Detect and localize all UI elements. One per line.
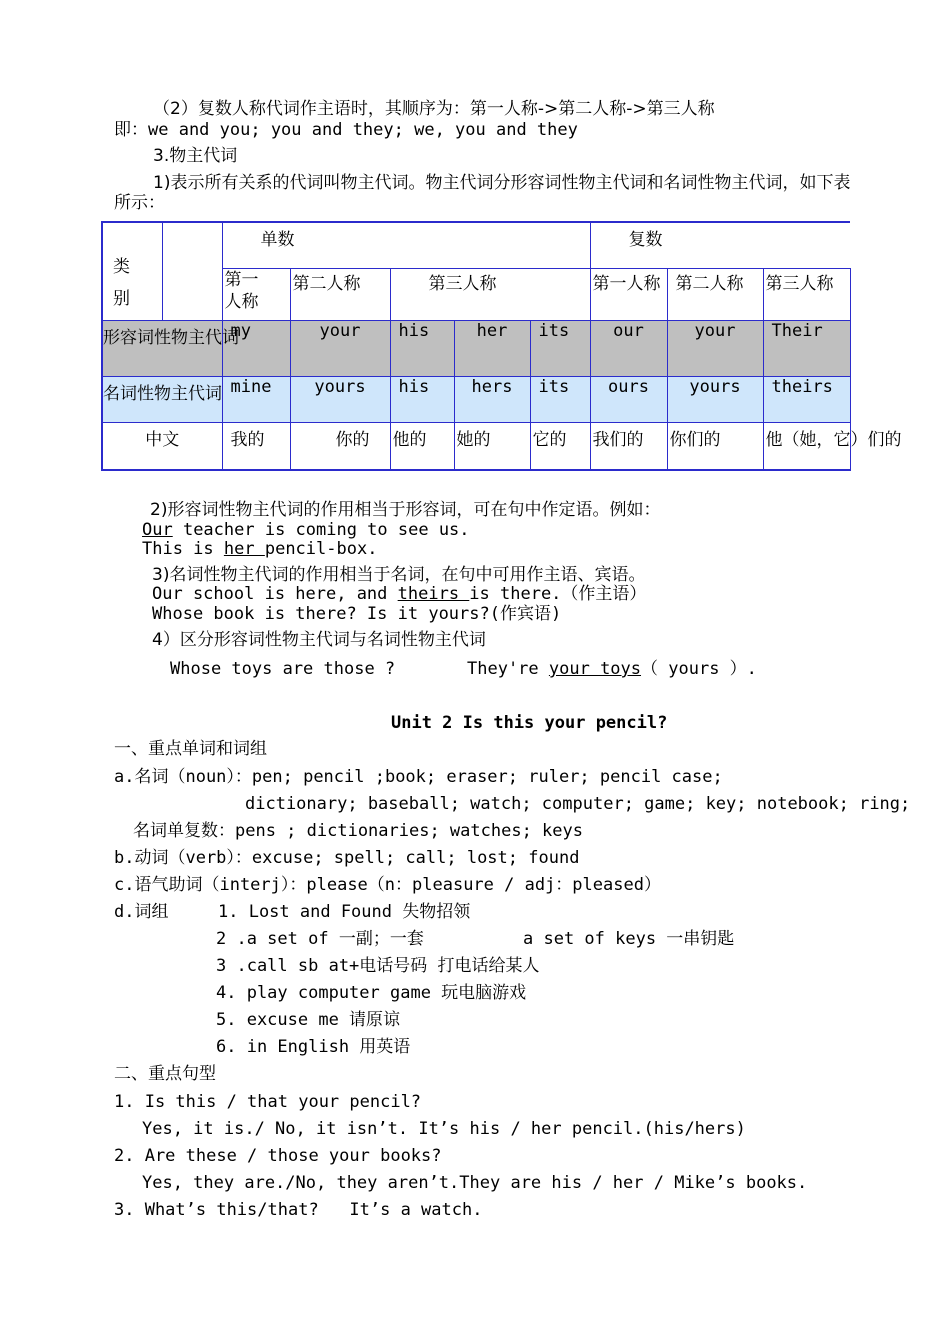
cn-cell: 我们的 xyxy=(590,422,667,470)
adj-cell: our xyxy=(590,320,667,376)
noun-cell: yours xyxy=(290,376,390,422)
category-char: 别 xyxy=(113,289,130,309)
underlined-word: her xyxy=(223,539,265,559)
blank-header xyxy=(162,222,222,320)
person-label: 人称 xyxy=(224,291,259,312)
example-text: （ yours ）. xyxy=(641,659,757,679)
cn-row-label: 中文 xyxy=(102,422,222,470)
section-heading: 二、重点句型 xyxy=(114,1064,216,1084)
underlined-word: Our xyxy=(142,520,173,540)
adj-cell: your xyxy=(667,320,763,376)
intro-line: 所示： xyxy=(114,193,165,213)
adj-cell: my xyxy=(222,320,290,376)
example-text: They're xyxy=(467,659,549,679)
example-text: Our school is here, and xyxy=(152,584,398,604)
adj-cell: its xyxy=(530,320,590,376)
intro-line: 1)表示所有关系的代词叫物主代词。物主代词分形容词性物主代词和名词性物主代词，如下表 xyxy=(153,173,851,193)
cn-cell: 他（她，它）们的 xyxy=(763,422,850,470)
person-1p-header: 第一人称 xyxy=(590,268,667,320)
phrase-item: 5. excuse me 请原谅 xyxy=(216,1010,401,1030)
person-1-header xyxy=(222,268,290,320)
cn-cell: 你们的 xyxy=(667,422,763,470)
example-line: Whose toys are those ? xyxy=(170,659,396,679)
example-text: is there.（作主语） xyxy=(469,584,647,604)
note-p4: 4）区分形容词性物主代词与名词性物主代词 xyxy=(152,630,486,650)
noun-cell: hers xyxy=(454,376,530,422)
section-heading: 一、重点单词和词组 xyxy=(114,739,267,759)
adj-cell: Their xyxy=(763,320,850,376)
cn-cell: 你的 xyxy=(290,422,390,470)
sentence-pattern: 2. Are these / those your books? xyxy=(114,1146,442,1166)
cn-cell: 她的 xyxy=(454,422,530,470)
vocab-line: dictionary; baseball; watch; computer; game; key; notebook; ring; xyxy=(245,794,911,814)
section-heading: 3.物主代词 xyxy=(153,146,238,166)
person-2p-header: 第二人称 xyxy=(667,268,763,320)
adj-row-label xyxy=(102,320,239,376)
person-label: 第一 xyxy=(224,269,259,290)
singular-header: 单数 xyxy=(222,222,590,268)
person-3p-header: 第三人称 xyxy=(763,268,850,320)
category-char: 类 xyxy=(113,257,130,277)
vocab-line: b.动词（verb）：excuse; spell; call; lost; found xyxy=(114,848,580,868)
example-text: pencil-box. xyxy=(264,539,378,559)
underlined-word: your toys xyxy=(548,659,642,679)
vocab-line: 名词单复数：pens ; dictionaries; watches; keys xyxy=(133,821,583,841)
example-text: This is xyxy=(142,539,224,559)
phrase-item: 1. Lost and Found 失物招领 xyxy=(218,902,471,922)
adj-cell: his xyxy=(390,320,454,376)
phrase-item: 3 .call sb at+电话号码 打电话给某人 xyxy=(216,956,540,976)
row-label: 名词性物主代词 xyxy=(103,383,222,404)
sentence-answer: Yes, it is./ No, it isn’t. It’s his / her pencil.(his/hers) xyxy=(142,1119,746,1139)
phrase-item: 2 .a set of 一副；一套 xyxy=(216,929,424,949)
noun-row-label xyxy=(102,376,222,422)
cn-cell: 他的 xyxy=(390,422,454,470)
example-line xyxy=(467,659,757,679)
noun-cell: theirs xyxy=(763,376,850,422)
example-text: teacher is coming to see us. xyxy=(172,520,470,540)
vocab-line: c.语气助词（interj）：please（n：pleasure / adj：pleased） xyxy=(114,875,661,895)
note-p3: 3)名词性物主代词的作用相当于名词，在句中可用作主语、宾语。 xyxy=(152,565,646,585)
phrase-item: a set of keys 一串钥匙 xyxy=(523,929,735,949)
noun-cell: mine xyxy=(222,376,290,422)
sentence-answer: Yes, they are./No, they aren’t.They are his / her / Mike’s books. xyxy=(142,1173,808,1193)
adj-cell: her xyxy=(454,320,530,376)
note-p2: 2)形容词性物主代词的作用相当于形容词，可在句中作定语。例如： xyxy=(150,500,661,520)
vocab-line: a.名词（noun）：pen; pencil ;book; eraser; ruler; pencil case; xyxy=(114,767,723,787)
cn-cell: 它的 xyxy=(530,422,590,470)
person-3-header: 第三人称 xyxy=(390,268,590,320)
row-label: 形容词性物主代词 xyxy=(103,327,239,348)
possessive-pronoun-table xyxy=(101,221,902,471)
phrase-label: d.词组 xyxy=(114,902,169,922)
noun-cell: ours xyxy=(590,376,667,422)
category-header xyxy=(102,222,162,320)
example-line: Whose book is there? Is it yours?(作宾语) xyxy=(152,604,562,624)
noun-cell: his xyxy=(390,376,454,422)
person-2-header: 第二人称 xyxy=(290,268,390,320)
unit-title: Unit 2 Is this your pencil? xyxy=(391,713,668,733)
example-line xyxy=(142,539,377,559)
noun-cell: yours xyxy=(667,376,763,422)
sentence-pattern: 1. Is this / that your pencil? xyxy=(114,1092,422,1112)
example-line xyxy=(142,520,470,540)
underlined-word: theirs xyxy=(397,584,470,604)
adj-cell: your xyxy=(290,320,390,376)
intro-line: 即：we and you; you and they; we, you and they xyxy=(114,120,578,140)
cn-cell: 我的 xyxy=(222,422,290,470)
phrase-item: 6. in English 用英语 xyxy=(216,1037,411,1057)
example-line xyxy=(152,584,646,604)
sentence-pattern: 3. What’s this/that? It’s a watch. xyxy=(114,1200,483,1220)
noun-cell: its xyxy=(530,376,590,422)
phrase-item: 4. play computer game 玩电脑游戏 xyxy=(216,983,527,1003)
intro-line: （2）复数人称代词作主语时，其顺序为：第一人称->第二人称->第三人称 xyxy=(153,99,715,119)
plural-header: 复数 xyxy=(590,222,850,268)
